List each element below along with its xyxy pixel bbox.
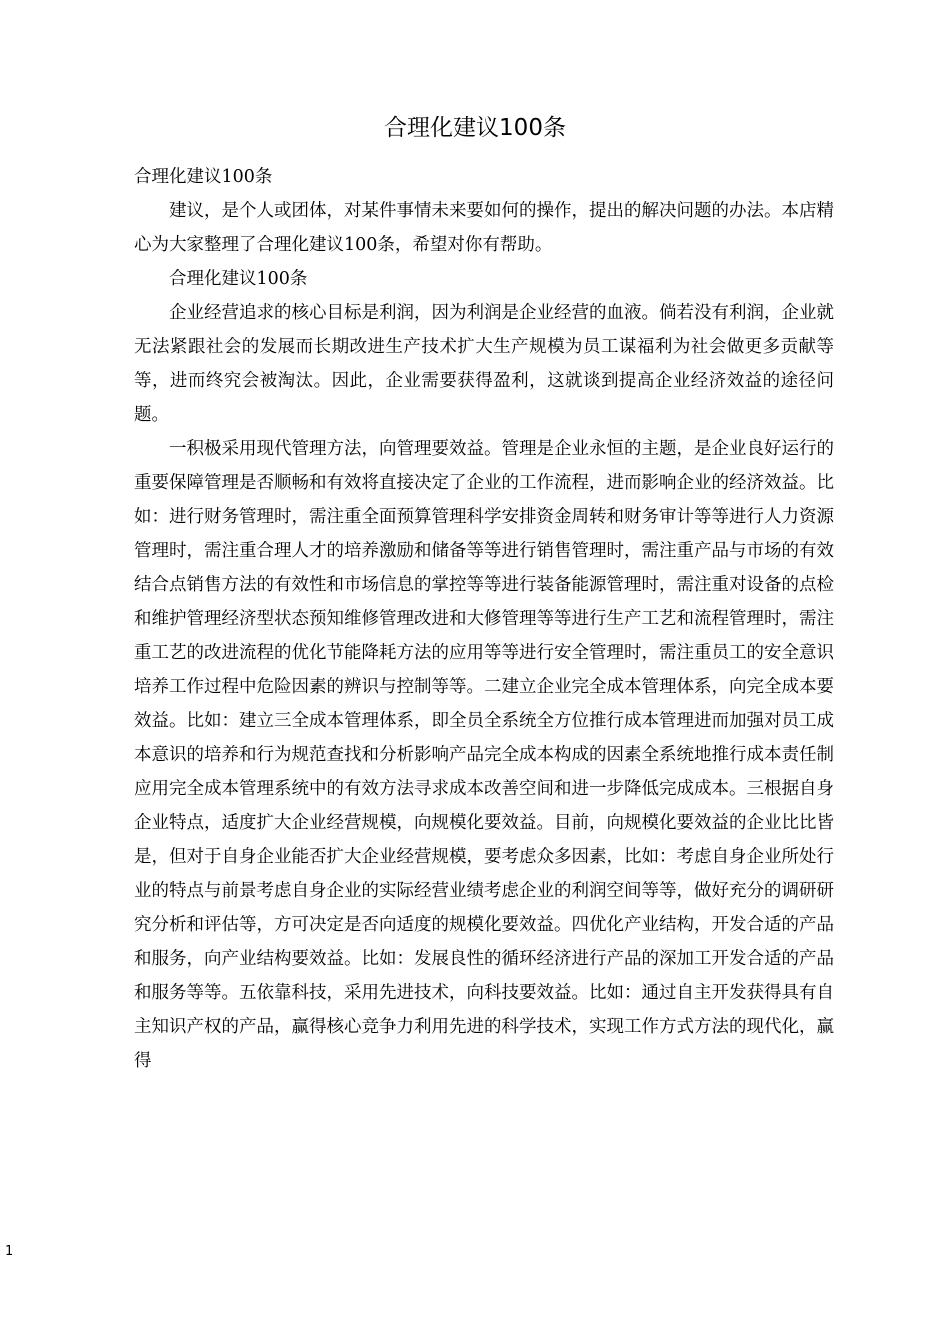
- page-title: 合理化建议100条: [384, 115, 566, 141]
- paragraph-methods: 一积极采用现代管理方法，向管理要效益。管理是企业永恒的主题，是企业良好运行的重要保障管理是否顺畅和有效将直接决定了企业的工作流程，进而影响企业的经济效益。比如：进行财务管理时，需注重全面预算管理科学安排资金周转和财务审计等等进行人力资源管理时，需注重合理人才的培养激励和储备等等进行销售管理时，需注重产品与市场的有效结合点销售方法的有效性和市场信息的掌控等等进行装备能源管理时，需注重对设备的点检和维护管理经济型状态预知维修管理改进和大修管理等等进行生产工艺和流程管理时，需注重工艺的改进流程的优化节能降耗方法的应用等等进行安全管理时，需注重员工的安全意识培养工作过程中危险因素的辨识与控制等等。二建立企业完全成本管理体系，向完全成本要效益。比如：建立三全成本管理体系，即全员全系统全方位推行成本管理进而加强对员工成本意识的培养和行为规范查找和分析影响产品完全成本构成的因素全系统地推行成本责任制应用完全成本管理系统中的有效方法寻求成本改善空间和进一步降低完成成本。三根据自身企业特点，适度扩大企业经营规模，向规模化要效益。目前，向规模化要效益的企业比比皆是，但对于自身企业能否扩大企业经营规模，要考虑众多因素，比如：考虑自身企业所处行业的特点与前景考虑自身企业的实际经营业绩考虑企业的利润空间等等，做好充分的调研研究分析和评估等，方可决定是否向适度的规模化要效益。四优化产业结构，开发合适的产品和服务，向产业结构要效益。比如：发展良性的循环经济进行产品的深加工开发合适的产品和服务等等。五依靠科技，采用先进技术，向科技要效益。比如：通过自主开发获得具有自主知识产权的产品，赢得核心竞争力利用先进的科学技术，实现工作方式方法的现代化，赢得: [134, 439, 834, 1071]
- page-number: 1: [5, 1244, 14, 1259]
- paragraph-heading: 合理化建议100条: [169, 269, 308, 289]
- document-body: [134, 160, 834, 1078]
- paragraph-profit: 企业经营追求的核心目标是利润，因为利润是企业经营的血液。倘若没有利润，企业就无法紧跟社会的发展而长期改进生产技术扩大生产规模为员工谋福利为社会做更多贡献等等，进而终究会被淘汰。因此，企业需要获得盈利，这就谈到提高企业经济效益的途径问题。: [134, 303, 834, 425]
- document-subtitle: 合理化建议100条: [134, 167, 273, 187]
- paragraph-intro: 建议，是个人或团体，对某件事情未来要如何的操作，提出的解决问题的办法。本店精心为大家整理了合理化建议100条，希望对你有帮助。: [134, 201, 834, 255]
